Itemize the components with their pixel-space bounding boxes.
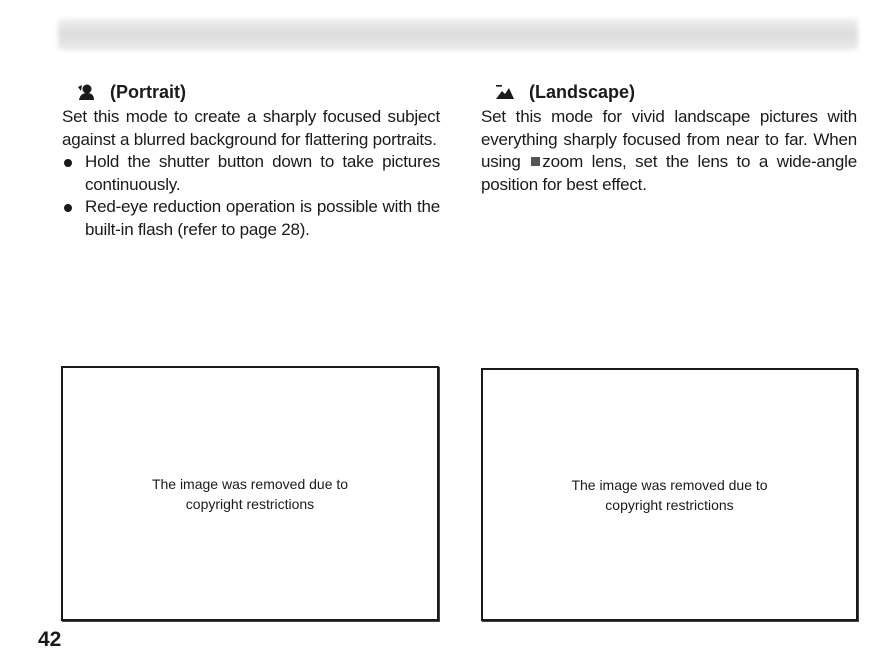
portrait-mode-icon [76,83,96,101]
zoom-lens-square-icon [531,157,540,166]
landscape-body [481,106,857,196]
portrait-section [62,80,440,241]
portrait-bullet-list [62,151,440,241]
landscape-section [481,80,857,196]
header-bar [58,18,858,50]
landscape-image-placeholder [481,368,858,621]
landscape-heading [495,80,857,104]
portrait-image-placeholder [61,366,439,621]
portrait-bullet: Hold the shutter button down to take pictures continuously. [62,151,440,196]
portrait-heading [76,80,440,104]
portrait-body: Set this mode to create a sharply focused subject against a blurred background for flattering portraits. [62,107,440,149]
portrait-bullet: Red-eye reduction operation is possible with the built-in flash (refer to page 28). [62,196,440,241]
page-number: 42 [38,628,62,651]
removed-notice-line2: copyright restrictions [605,496,734,513]
landscape-body-part1: Set this mode for vivid landscape pictures with everything sharply focused from near to far. When using [481,107,857,171]
removed-notice [120,474,380,514]
landscape-body-part2: zoom lens, set the lens to a wide-angle position for best effect. [481,152,857,194]
landscape-mode-icon [495,83,515,101]
removed-notice-line1: The image was removed due to [571,476,768,493]
portrait-heading-text: (Portrait) [110,82,186,102]
removed-notice-line2: copyright restrictions [185,495,315,512]
removed-notice [540,475,800,515]
removed-notice-line1: The image was removed due to [151,475,349,492]
landscape-heading-text: (Landscape) [529,82,636,102]
